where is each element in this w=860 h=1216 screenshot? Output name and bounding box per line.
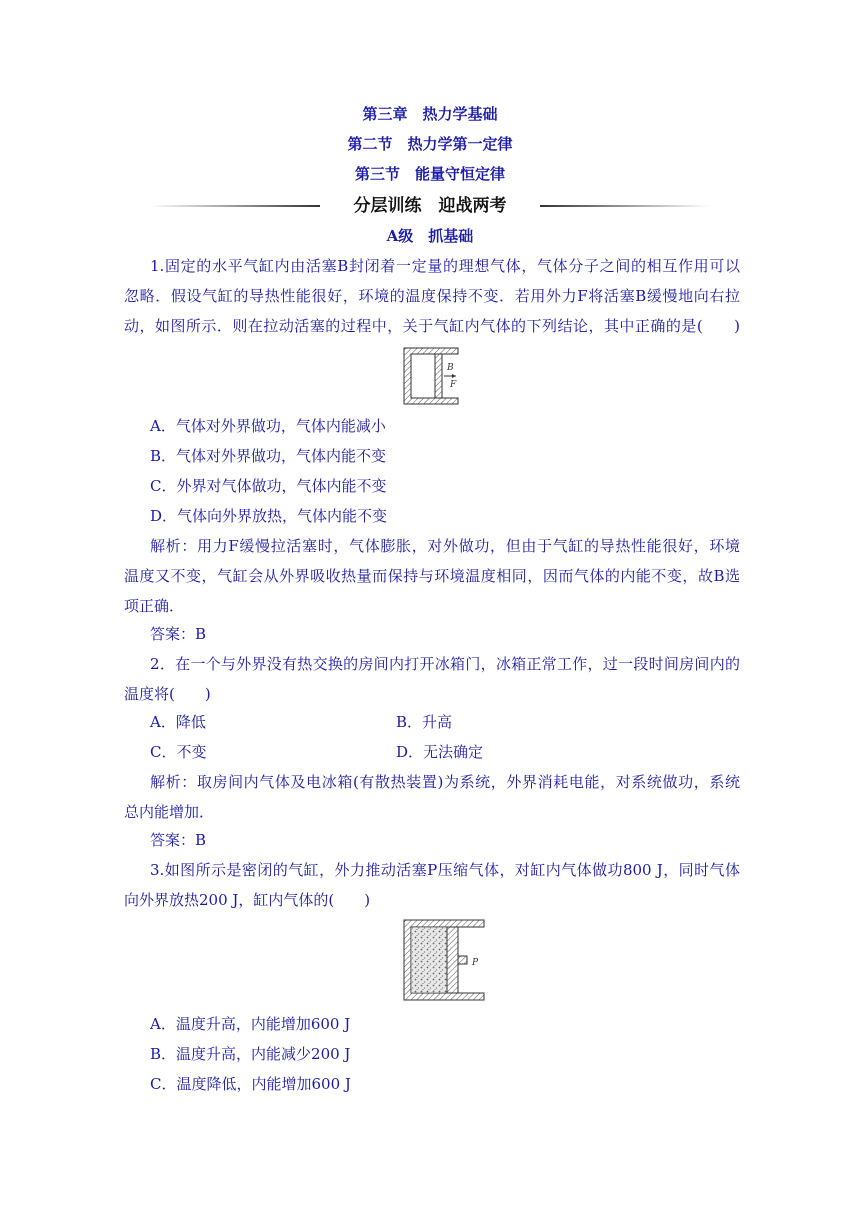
banner-text: 分层训练 迎战两考 — [353, 196, 507, 216]
q1-stem-line1: 1.固定的水平气缸内由活塞B封闭着一定量的理想气体，气体分子之间的相互作用可以 — [150, 257, 740, 275]
q1-explanation-line1: 解析：用力F缓慢拉活塞时，气体膨胀，对外做功，但由于气缸的导热性能很好，环境 — [150, 537, 740, 555]
q1-option-d: D．气体向外界放热，气体内能不变 — [150, 507, 388, 525]
level-heading: A级 抓基础 — [386, 227, 474, 245]
q1-option-b: B．气体对外界做功，气体内能不变 — [150, 447, 387, 465]
q2-explanation-line2: 总内能增加． — [124, 803, 215, 821]
q2-explanation-line1: 解析：取房间内气体及电冰箱(有散热装置)为系统，外界消耗电能，对系统做功，系统 — [150, 773, 740, 791]
fig-label-f: F — [450, 380, 457, 390]
section-banner — [150, 194, 710, 218]
q1-stem-line3: 动，如图所示．则在拉动活塞的过程中，关于气缸内气体的下列结论，其中正确的是( ) — [124, 317, 740, 335]
q2-option-c: C．不变 — [150, 743, 207, 761]
q2-option-d: D．无法确定 — [396, 743, 484, 761]
q3-option-c: C．温度降低，内能增加600 J — [150, 1075, 351, 1093]
fig-label-b: B — [447, 363, 454, 373]
q1-explanation-line2: 温度又不变，气缸会从外界吸收热量而保持与环境温度相同，因而气体的内能不变，故B选 — [124, 567, 740, 585]
section-title-3: 第三节 能量守恒定律 — [354, 165, 505, 183]
section-title-2: 第二节 热力学第一定律 — [347, 135, 513, 153]
q1-cylinder-figure — [402, 346, 462, 406]
q2-option-b: B．升高 — [396, 713, 453, 731]
q2-stem-line2: 温度将( ) — [124, 685, 211, 703]
q2-option-a: A．降低 — [150, 713, 206, 731]
fig-label-p: P — [472, 958, 479, 968]
chapter-title: 第三章 热力学基础 — [362, 105, 498, 123]
q1-option-c: C．外界对气体做功，气体内能不变 — [150, 477, 387, 495]
q3-option-a: A．温度升高，内能增加600 J — [150, 1015, 351, 1033]
q2-stem-line1: 2．在一个与外界没有热交换的房间内打开冰箱门，冰箱正常工作，过一段时间房间内的 — [150, 655, 740, 673]
q3-stem-line1: 3.如图所示是密闭的气缸，外力推动活塞P压缩气体，对缸内气体做功800 J，同时气体 — [150, 861, 740, 879]
banner-rule-right — [540, 205, 710, 207]
q1-explanation-line3: 项正确． — [124, 597, 185, 615]
q1-answer: 答案：B — [150, 625, 207, 643]
q1-option-a: A．气体对外界做功，气体内能减小 — [150, 417, 386, 435]
q3-stem-line2: 向外界放热200 J，缸内气体的( ) — [124, 891, 371, 909]
q2-answer: 答案：B — [150, 831, 207, 849]
q3-option-b: B．温度升高，内能减少200 J — [150, 1045, 351, 1063]
q1-stem-line2: 忽略．假设气缸的导热性能很好，环境的温度保持不变．若用外力F将活塞B缓慢地向右拉 — [124, 287, 740, 305]
q3-cylinder-figure — [402, 918, 486, 1002]
